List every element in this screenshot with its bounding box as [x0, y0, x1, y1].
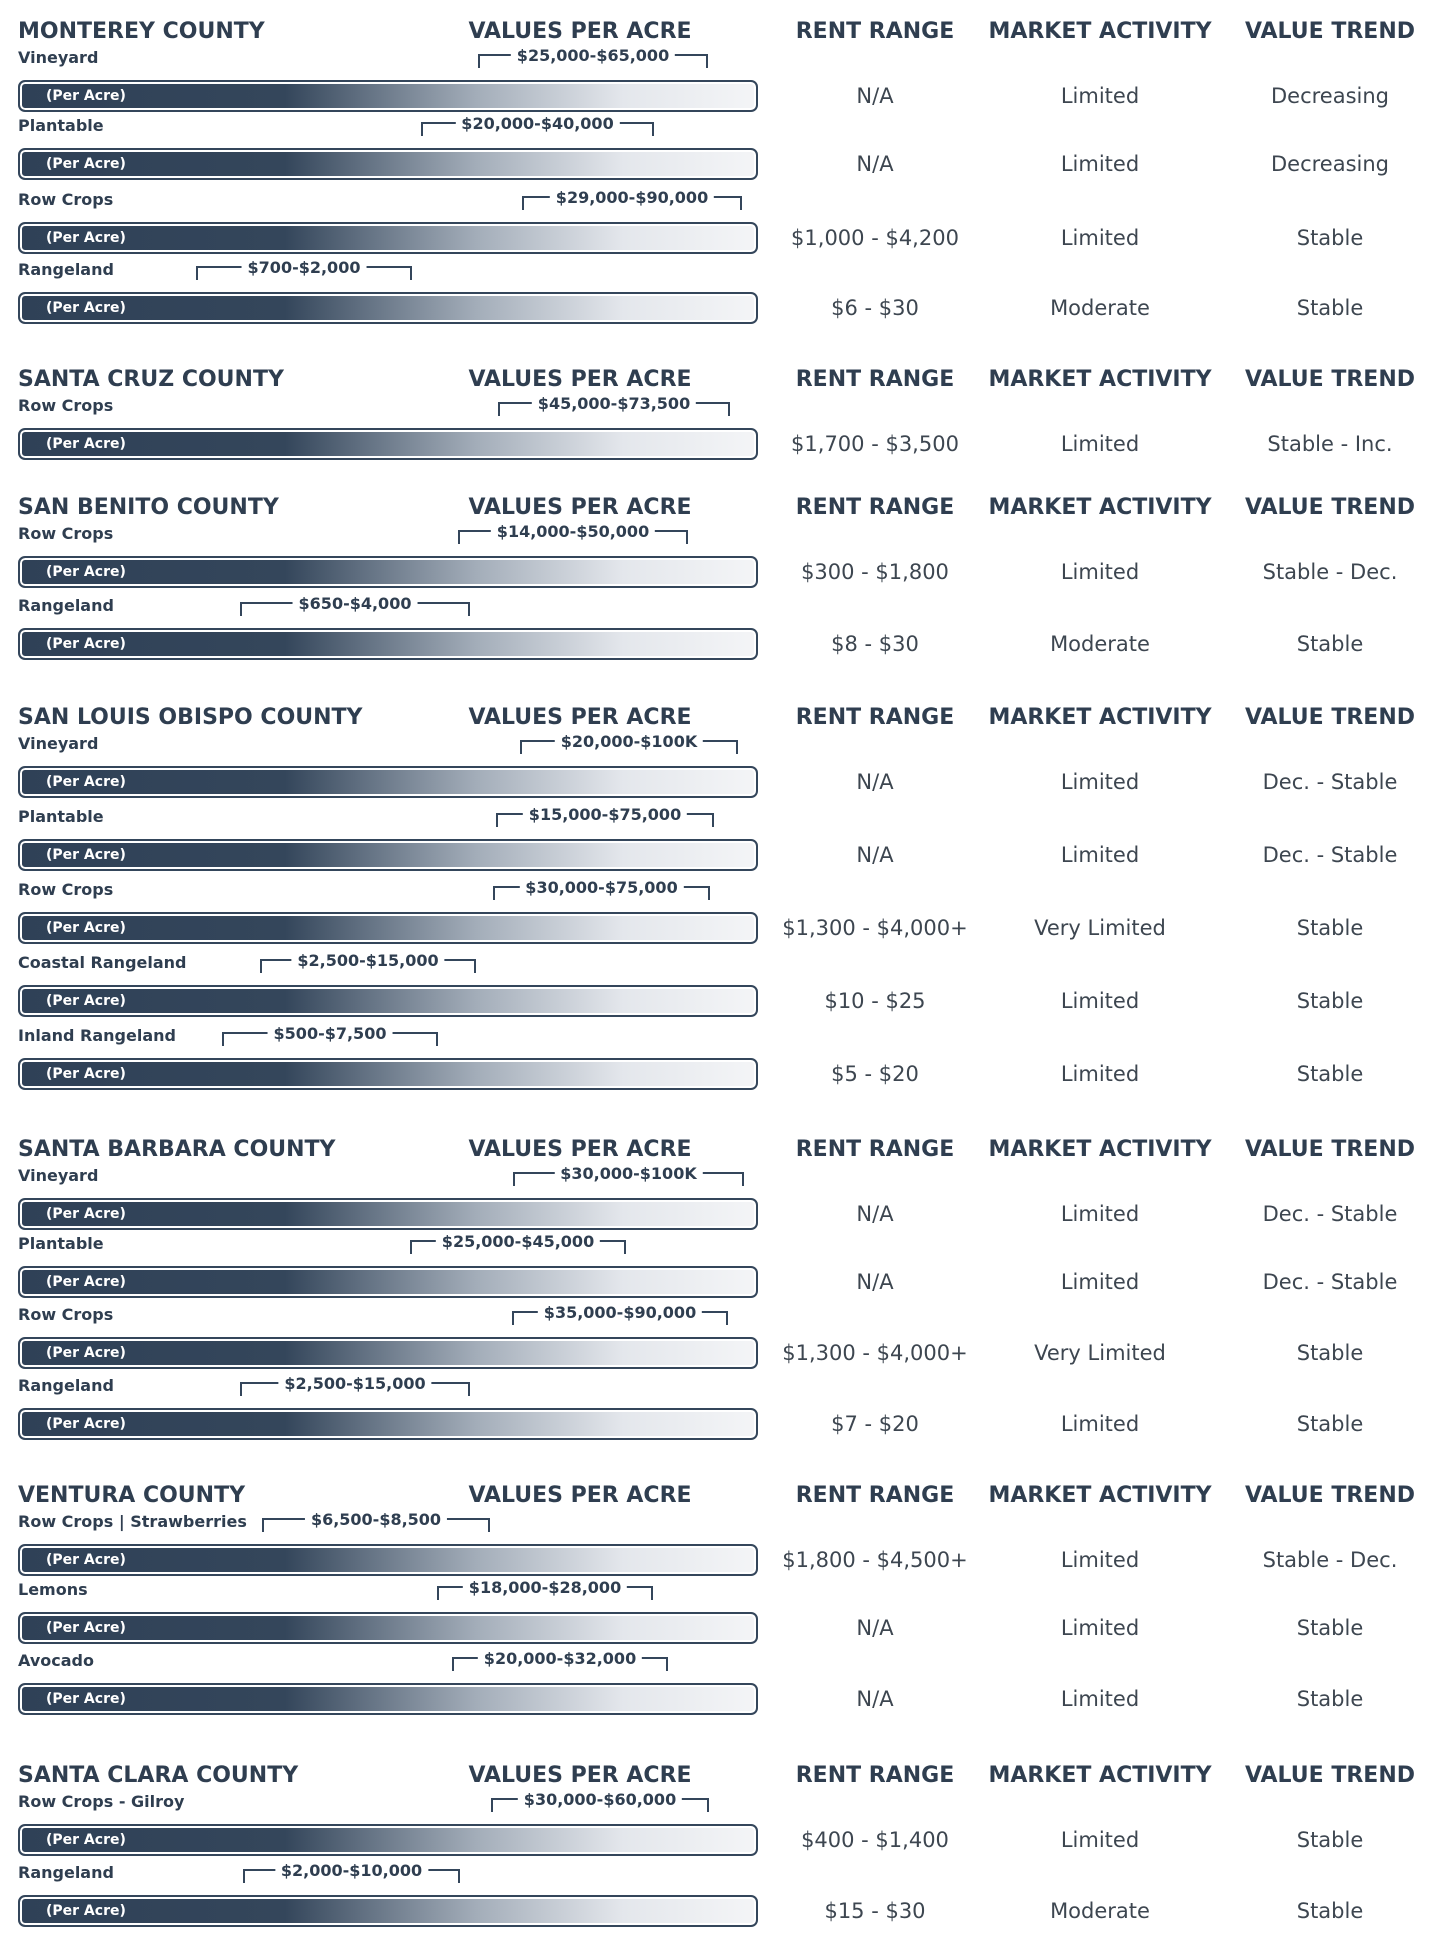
- value-trend-value: Stable: [1296, 1616, 1364, 1640]
- value-range-bar: [18, 556, 758, 588]
- land-type-label: Avocado: [18, 1651, 94, 1670]
- rent-range-value: N/A: [856, 1616, 894, 1640]
- county-section: [0, 1478, 1440, 1678]
- market-activity-value: Limited: [1060, 84, 1140, 108]
- rent-range-value: $5 - $20: [831, 1062, 919, 1086]
- value-range-bracket: [520, 732, 738, 754]
- rent-range-value: $1,300 - $4,000+: [782, 916, 968, 940]
- value-trend-value: Dec. - Stable: [1262, 843, 1398, 867]
- per-acre-label: (Per Acre): [46, 847, 126, 863]
- value-range-bar: [18, 1337, 758, 1369]
- rent-range-value: $400 - $1,400: [801, 1828, 949, 1852]
- rent-range-value: $6 - $30: [831, 296, 919, 320]
- land-type-label: Row Crops: [18, 1305, 114, 1324]
- rent-range-value: $15 - $30: [824, 1899, 926, 1923]
- rent-range-value: N/A: [856, 152, 894, 176]
- value-range-bar: [18, 1058, 758, 1090]
- rent-range-value: N/A: [856, 843, 894, 867]
- rent-range-header: RENT RANGE: [795, 1483, 955, 1508]
- rent-range-header: RENT RANGE: [795, 495, 955, 520]
- market-activity-value: Limited: [1060, 1412, 1140, 1436]
- value-range-label: $29,000-$90,000: [550, 188, 714, 208]
- value-range-bracket: [522, 188, 742, 210]
- land-type-label: Row Crops: [18, 190, 114, 209]
- market-activity-value: Moderate: [1050, 1899, 1150, 1923]
- value-trend-value: Stable: [1296, 1412, 1364, 1436]
- market-activity-header: MARKET ACTIVITY: [988, 1763, 1212, 1788]
- value-range-bracket: [493, 878, 710, 900]
- land-type-label: Row Crops: [18, 524, 114, 543]
- rent-range-value: N/A: [856, 1687, 894, 1711]
- rent-range-value: $1,300 - $4,000+: [782, 1341, 968, 1365]
- rent-range-value: $10 - $25: [824, 989, 926, 1013]
- value-range-bracket: [478, 46, 708, 68]
- market-activity-value: Limited: [1060, 1828, 1140, 1852]
- land-type-row: [0, 734, 1440, 798]
- market-activity-value: Limited: [1060, 432, 1140, 456]
- market-activity-value: Limited: [1060, 560, 1140, 584]
- value-range-bar: [18, 1544, 758, 1576]
- rent-range-header: RENT RANGE: [795, 19, 955, 44]
- value-range-bracket: [437, 1578, 653, 1600]
- per-acre-label: (Per Acre): [46, 300, 126, 316]
- value-range-bracket: [496, 805, 714, 827]
- value-range-bracket: [243, 1861, 460, 1883]
- value-range-bar: [18, 80, 758, 112]
- value-trend-value: Stable: [1296, 296, 1364, 320]
- land-type-label: Rangeland: [18, 1376, 114, 1395]
- land-type-label: Inland Rangeland: [18, 1026, 176, 1045]
- value-trend-value: Dec. - Stable: [1262, 1270, 1398, 1294]
- value-trend-value: Stable: [1296, 916, 1364, 940]
- land-type-row: [0, 1580, 1440, 1644]
- value-trend-value: Decreasing: [1270, 84, 1389, 108]
- value-range-bracket: [222, 1024, 438, 1046]
- value-range-label: $45,000-$73,500: [532, 394, 696, 414]
- value-trend-header: VALUE TREND: [1245, 367, 1415, 392]
- land-type-row: [0, 1863, 1440, 1927]
- market-activity-value: Moderate: [1050, 296, 1150, 320]
- value-range-bar: [18, 148, 758, 180]
- market-activity-header: MARKET ACTIVITY: [988, 367, 1212, 392]
- land-type-label: Rangeland: [18, 596, 114, 615]
- rent-range-value: $1,800 - $4,500+: [782, 1548, 968, 1572]
- land-type-label: Rangeland: [18, 1863, 114, 1882]
- county-title: MONTEREY COUNTY: [18, 19, 265, 44]
- market-activity-value: Limited: [1060, 1270, 1140, 1294]
- land-type-row: [0, 807, 1440, 871]
- per-acre-label: (Per Acre): [46, 156, 126, 172]
- county-title: VENTURA COUNTY: [18, 1483, 246, 1508]
- values-per-acre-header: VALUES PER ACRE: [468, 1137, 692, 1162]
- county-section: [0, 490, 1440, 690]
- market-activity-header: MARKET ACTIVITY: [988, 1137, 1212, 1162]
- county-title: SAN BENITO COUNTY: [18, 495, 279, 520]
- value-range-bracket: [196, 258, 412, 280]
- land-type-row: [0, 1026, 1440, 1090]
- land-type-row: [0, 880, 1440, 944]
- per-acre-label: (Per Acre): [46, 1552, 126, 1568]
- land-type-row: [0, 524, 1440, 588]
- value-trend-header: VALUE TREND: [1245, 1483, 1415, 1508]
- land-type-label: Row Crops - Gilroy: [18, 1792, 185, 1811]
- value-range-bracket: [452, 1649, 668, 1671]
- value-trend-value: Dec. - Stable: [1262, 770, 1398, 794]
- market-activity-value: Limited: [1060, 989, 1140, 1013]
- value-range-label: $2,500-$15,000: [291, 951, 444, 971]
- value-trend-value: Stable: [1296, 1062, 1364, 1086]
- land-type-label: Vineyard: [18, 48, 99, 67]
- rent-range-value: N/A: [856, 770, 894, 794]
- value-trend-value: Stable: [1296, 1341, 1364, 1365]
- value-range-label: $20,000-$40,000: [455, 114, 619, 134]
- value-trend-value: Stable - Inc.: [1267, 432, 1393, 456]
- rent-range-header: RENT RANGE: [795, 367, 955, 392]
- value-range-label: $20,000-$32,000: [478, 1649, 642, 1669]
- value-trend-value: Stable - Dec.: [1262, 1548, 1398, 1572]
- per-acre-label: (Per Acre): [46, 1832, 126, 1848]
- value-trend-value: Decreasing: [1270, 152, 1389, 176]
- value-range-bar: [18, 839, 758, 871]
- land-type-label: Plantable: [18, 807, 104, 826]
- value-range-label: $30,000-$100K: [554, 1164, 702, 1184]
- value-range-bracket: [262, 1510, 490, 1532]
- market-activity-value: Limited: [1060, 1548, 1140, 1572]
- rent-range-value: $1,000 - $4,200: [791, 226, 959, 250]
- per-acre-label: (Per Acre): [46, 1416, 126, 1432]
- per-acre-label: (Per Acre): [46, 230, 126, 246]
- value-range-bracket: [512, 1303, 728, 1325]
- land-type-label: Plantable: [18, 1234, 104, 1253]
- per-acre-label: (Per Acre): [46, 774, 126, 790]
- value-range-bar: [18, 1824, 758, 1856]
- value-trend-value: Stable: [1296, 1899, 1364, 1923]
- value-range-bar: [18, 628, 758, 660]
- value-range-label: $35,000-$90,000: [538, 1303, 702, 1323]
- land-type-row: [0, 1512, 1440, 1576]
- values-per-acre-header: VALUES PER ACRE: [468, 705, 692, 730]
- value-trend-value: Stable: [1296, 989, 1364, 1013]
- land-type-row: [0, 953, 1440, 1017]
- land-type-row: [0, 1376, 1440, 1440]
- county-section: [0, 1132, 1440, 1332]
- market-activity-header: MARKET ACTIVITY: [988, 705, 1212, 730]
- land-type-row: [0, 1234, 1440, 1298]
- value-range-label: $14,000-$50,000: [491, 522, 655, 542]
- market-activity-value: Limited: [1060, 1062, 1140, 1086]
- land-type-label: Plantable: [18, 116, 104, 135]
- value-range-label: $25,000-$45,000: [436, 1232, 600, 1252]
- per-acre-label: (Per Acre): [46, 1274, 126, 1290]
- per-acre-label: (Per Acre): [46, 1620, 126, 1636]
- rent-range-header: RENT RANGE: [795, 1137, 955, 1162]
- value-range-bar: [18, 985, 758, 1017]
- land-type-row: [0, 596, 1440, 660]
- rent-range-header: RENT RANGE: [795, 1763, 955, 1788]
- rent-range-value: N/A: [856, 1202, 894, 1226]
- land-type-row: [0, 1305, 1440, 1369]
- land-type-label: Row Crops | Strawberries: [18, 1512, 247, 1531]
- value-range-bar: [18, 766, 758, 798]
- value-range-bracket: [513, 1164, 744, 1186]
- land-type-row: [0, 1166, 1440, 1230]
- per-acre-label: (Per Acre): [46, 993, 126, 1009]
- rent-range-value: $300 - $1,800: [801, 560, 949, 584]
- land-type-label: Rangeland: [18, 260, 114, 279]
- county-title: SANTA CRUZ COUNTY: [18, 367, 284, 392]
- value-trend-header: VALUE TREND: [1245, 1137, 1415, 1162]
- rent-range-header: RENT RANGE: [795, 705, 955, 730]
- value-trend-value: Stable - Dec.: [1262, 560, 1398, 584]
- market-activity-header: MARKET ACTIVITY: [988, 495, 1212, 520]
- land-type-row: [0, 48, 1440, 112]
- value-range-bar: [18, 1612, 758, 1644]
- per-acre-label: (Per Acre): [46, 564, 126, 580]
- value-trend-value: Stable: [1296, 1828, 1364, 1852]
- value-range-bar: [18, 1408, 758, 1440]
- land-type-label: Lemons: [18, 1580, 88, 1599]
- market-activity-value: Very Limited: [1034, 916, 1166, 940]
- market-activity-value: Limited: [1060, 152, 1140, 176]
- values-per-acre-header: VALUES PER ACRE: [468, 1763, 692, 1788]
- value-range-label: $30,000-$60,000: [518, 1790, 682, 1810]
- market-activity-value: Limited: [1060, 1687, 1140, 1711]
- value-range-bracket: [421, 114, 654, 136]
- market-activity-value: Limited: [1060, 770, 1140, 794]
- value-range-label: $650-$4,000: [293, 594, 418, 614]
- value-range-label: $25,000-$65,000: [511, 46, 675, 66]
- county-title: SANTA CLARA COUNTY: [18, 1763, 299, 1788]
- market-activity-value: Limited: [1060, 226, 1140, 250]
- value-range-bracket: [498, 394, 730, 416]
- land-type-row: [0, 190, 1440, 254]
- county-section: [0, 1758, 1440, 1958]
- value-range-bar: [18, 1683, 758, 1715]
- value-range-label: $2,500-$15,000: [278, 1374, 431, 1394]
- land-type-label: Coastal Rangeland: [18, 953, 187, 972]
- per-acre-label: (Per Acre): [46, 1691, 126, 1707]
- value-trend-value: Stable: [1296, 1687, 1364, 1711]
- per-acre-label: (Per Acre): [46, 436, 126, 452]
- value-range-label: $500-$7,500: [268, 1024, 393, 1044]
- land-type-label: Vineyard: [18, 1166, 99, 1185]
- value-range-label: $2,000-$10,000: [275, 1861, 428, 1881]
- value-trend-value: Dec. - Stable: [1262, 1202, 1398, 1226]
- per-acre-label: (Per Acre): [46, 1903, 126, 1919]
- value-range-bar: [18, 222, 758, 254]
- per-acre-label: (Per Acre): [46, 1066, 126, 1082]
- value-range-label: $15,000-$75,000: [523, 805, 687, 825]
- value-range-bar: [18, 428, 758, 460]
- values-per-acre-header: VALUES PER ACRE: [468, 19, 692, 44]
- value-trend-header: VALUE TREND: [1245, 19, 1415, 44]
- land-type-label: Row Crops: [18, 396, 114, 415]
- value-trend-header: VALUE TREND: [1245, 705, 1415, 730]
- market-activity-value: Limited: [1060, 1616, 1140, 1640]
- land-type-row: [0, 1792, 1440, 1856]
- value-range-bar: [18, 1266, 758, 1298]
- rent-range-value: $8 - $30: [831, 632, 919, 656]
- market-activity-header: MARKET ACTIVITY: [988, 19, 1212, 44]
- value-range-label: $20,000-$100K: [555, 732, 703, 752]
- county-title: SANTA BARBARA COUNTY: [18, 1137, 336, 1162]
- value-trend-header: VALUE TREND: [1245, 495, 1415, 520]
- land-type-row: [0, 1651, 1440, 1715]
- value-range-bracket: [458, 522, 688, 544]
- values-per-acre-header: VALUES PER ACRE: [468, 495, 692, 520]
- value-trend-value: Stable: [1296, 632, 1364, 656]
- rent-range-value: $7 - $20: [831, 1412, 919, 1436]
- per-acre-label: (Per Acre): [46, 1345, 126, 1361]
- per-acre-label: (Per Acre): [46, 88, 126, 104]
- land-type-row: [0, 116, 1440, 180]
- market-activity-value: Moderate: [1050, 632, 1150, 656]
- value-range-label: $700-$2,000: [242, 258, 367, 278]
- market-activity-value: Limited: [1060, 843, 1140, 867]
- rent-range-value: N/A: [856, 84, 894, 108]
- rent-range-value: $1,700 - $3,500: [791, 432, 959, 456]
- land-type-label: Row Crops: [18, 880, 114, 899]
- rent-range-value: N/A: [856, 1270, 894, 1294]
- per-acre-label: (Per Acre): [46, 1206, 126, 1222]
- value-range-bracket: [491, 1790, 709, 1812]
- value-range-label: $30,000-$75,000: [519, 878, 683, 898]
- per-acre-label: (Per Acre): [46, 636, 126, 652]
- value-trend-header: VALUE TREND: [1245, 1763, 1415, 1788]
- value-range-bracket: [410, 1232, 626, 1254]
- per-acre-label: (Per Acre): [46, 920, 126, 936]
- market-activity-header: MARKET ACTIVITY: [988, 1483, 1212, 1508]
- value-range-bar: [18, 1198, 758, 1230]
- county-title: SAN LOUIS OBISPO COUNTY: [18, 705, 363, 730]
- county-section: [0, 14, 1440, 214]
- value-range-bar: [18, 912, 758, 944]
- values-per-acre-header: VALUES PER ACRE: [468, 1483, 692, 1508]
- values-per-acre-header: VALUES PER ACRE: [468, 367, 692, 392]
- value-range-label: $6,500-$8,500: [305, 1510, 447, 1530]
- land-type-label: Vineyard: [18, 734, 99, 753]
- value-range-bar: [18, 292, 758, 324]
- market-activity-value: Very Limited: [1034, 1341, 1166, 1365]
- land-type-row: [0, 260, 1440, 324]
- value-range-bracket: [240, 1374, 470, 1396]
- market-activity-value: Limited: [1060, 1202, 1140, 1226]
- value-range-bracket: [240, 594, 470, 616]
- land-type-row: [0, 396, 1440, 460]
- value-trend-value: Stable: [1296, 226, 1364, 250]
- value-range-label: $18,000-$28,000: [463, 1578, 627, 1598]
- value-range-bracket: [260, 951, 476, 973]
- value-range-bar: [18, 1895, 758, 1927]
